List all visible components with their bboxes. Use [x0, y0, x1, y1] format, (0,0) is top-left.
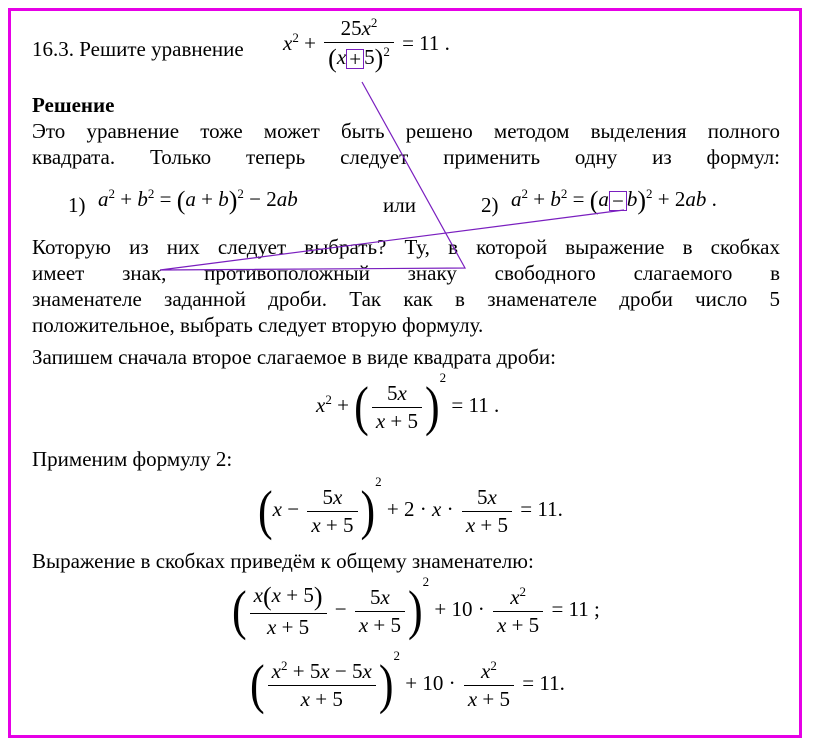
- paragraph-2-line-1: Которую из них следует выбрать? Ту, в которой выражение в скобках: [32, 235, 780, 259]
- equation-1: $x^2$ + ( $\frac{5x}{x + 5}$ )$^2$ = 11 .: [316, 370, 500, 438]
- paragraph-4: Применим формулу 2:: [32, 447, 233, 471]
- paragraph-2-line-2: имеет знак, противоположный знаку свободного слагаемого в: [32, 261, 780, 285]
- paragraph-3: Запишем сначала второе слагаемое в виде квадрата дроби:: [32, 345, 556, 369]
- formula-1: $a^2 + b^2 = (a + b)^2 - 2ab$: [98, 185, 298, 215]
- paragraph-1-line-2: квадрата. Только теперь следует применить одну из формул:: [32, 145, 780, 169]
- equation-3: ( $\frac{x(x + 5)}{x + 5}$ − $\frac{5x}{x + 5}$ )$^2$ + 10 · $\frac{x^2}{x + 5}$ = 11 ;: [232, 574, 600, 642]
- paragraph-2-line-4: положительное, выбрать следует вторую формулу.: [32, 313, 484, 337]
- formula-2: $a^2 + b^2 = (a - b)^2 + 2ab$ .: [511, 185, 717, 215]
- paragraph-1-line-1: Это уравнение тоже может быть решено методом выделения полного: [32, 119, 780, 143]
- paragraph-2: [32, 234, 780, 338]
- formula-1-label: 1): [68, 193, 86, 217]
- paragraph-2-line-3: знаменателе заданной дроби. Так как в знаменателе дроби число 5: [32, 287, 780, 311]
- paragraph-5: Выражение в скобках приведём к общему знаменателю:: [32, 549, 534, 573]
- problem-equation-end: = 11 .: [402, 30, 450, 55]
- problem-label: 16.3. Решите уравнение: [32, 37, 244, 61]
- formula-2-label: 2): [481, 193, 499, 217]
- equation-4: ( $\frac{x^2 + 5x - 5x}{x + 5}$ )$^2$ + 10 · $\frac{x^2}{x + 5}$ = 11.: [250, 648, 565, 716]
- solution-heading: Решение: [32, 93, 115, 117]
- paragraph-1: [32, 118, 780, 170]
- or-word: или: [383, 193, 416, 217]
- problem-equation: $x^2$ + $\frac{25x^2}{(x + 5)^2}$ = 11 .: [283, 15, 450, 73]
- equation-2: (x − $\frac{5x}{x + 5}$ )$^2$ + 2 · x · $\frac{5x}{x + 5}$ = 11.: [258, 474, 563, 542]
